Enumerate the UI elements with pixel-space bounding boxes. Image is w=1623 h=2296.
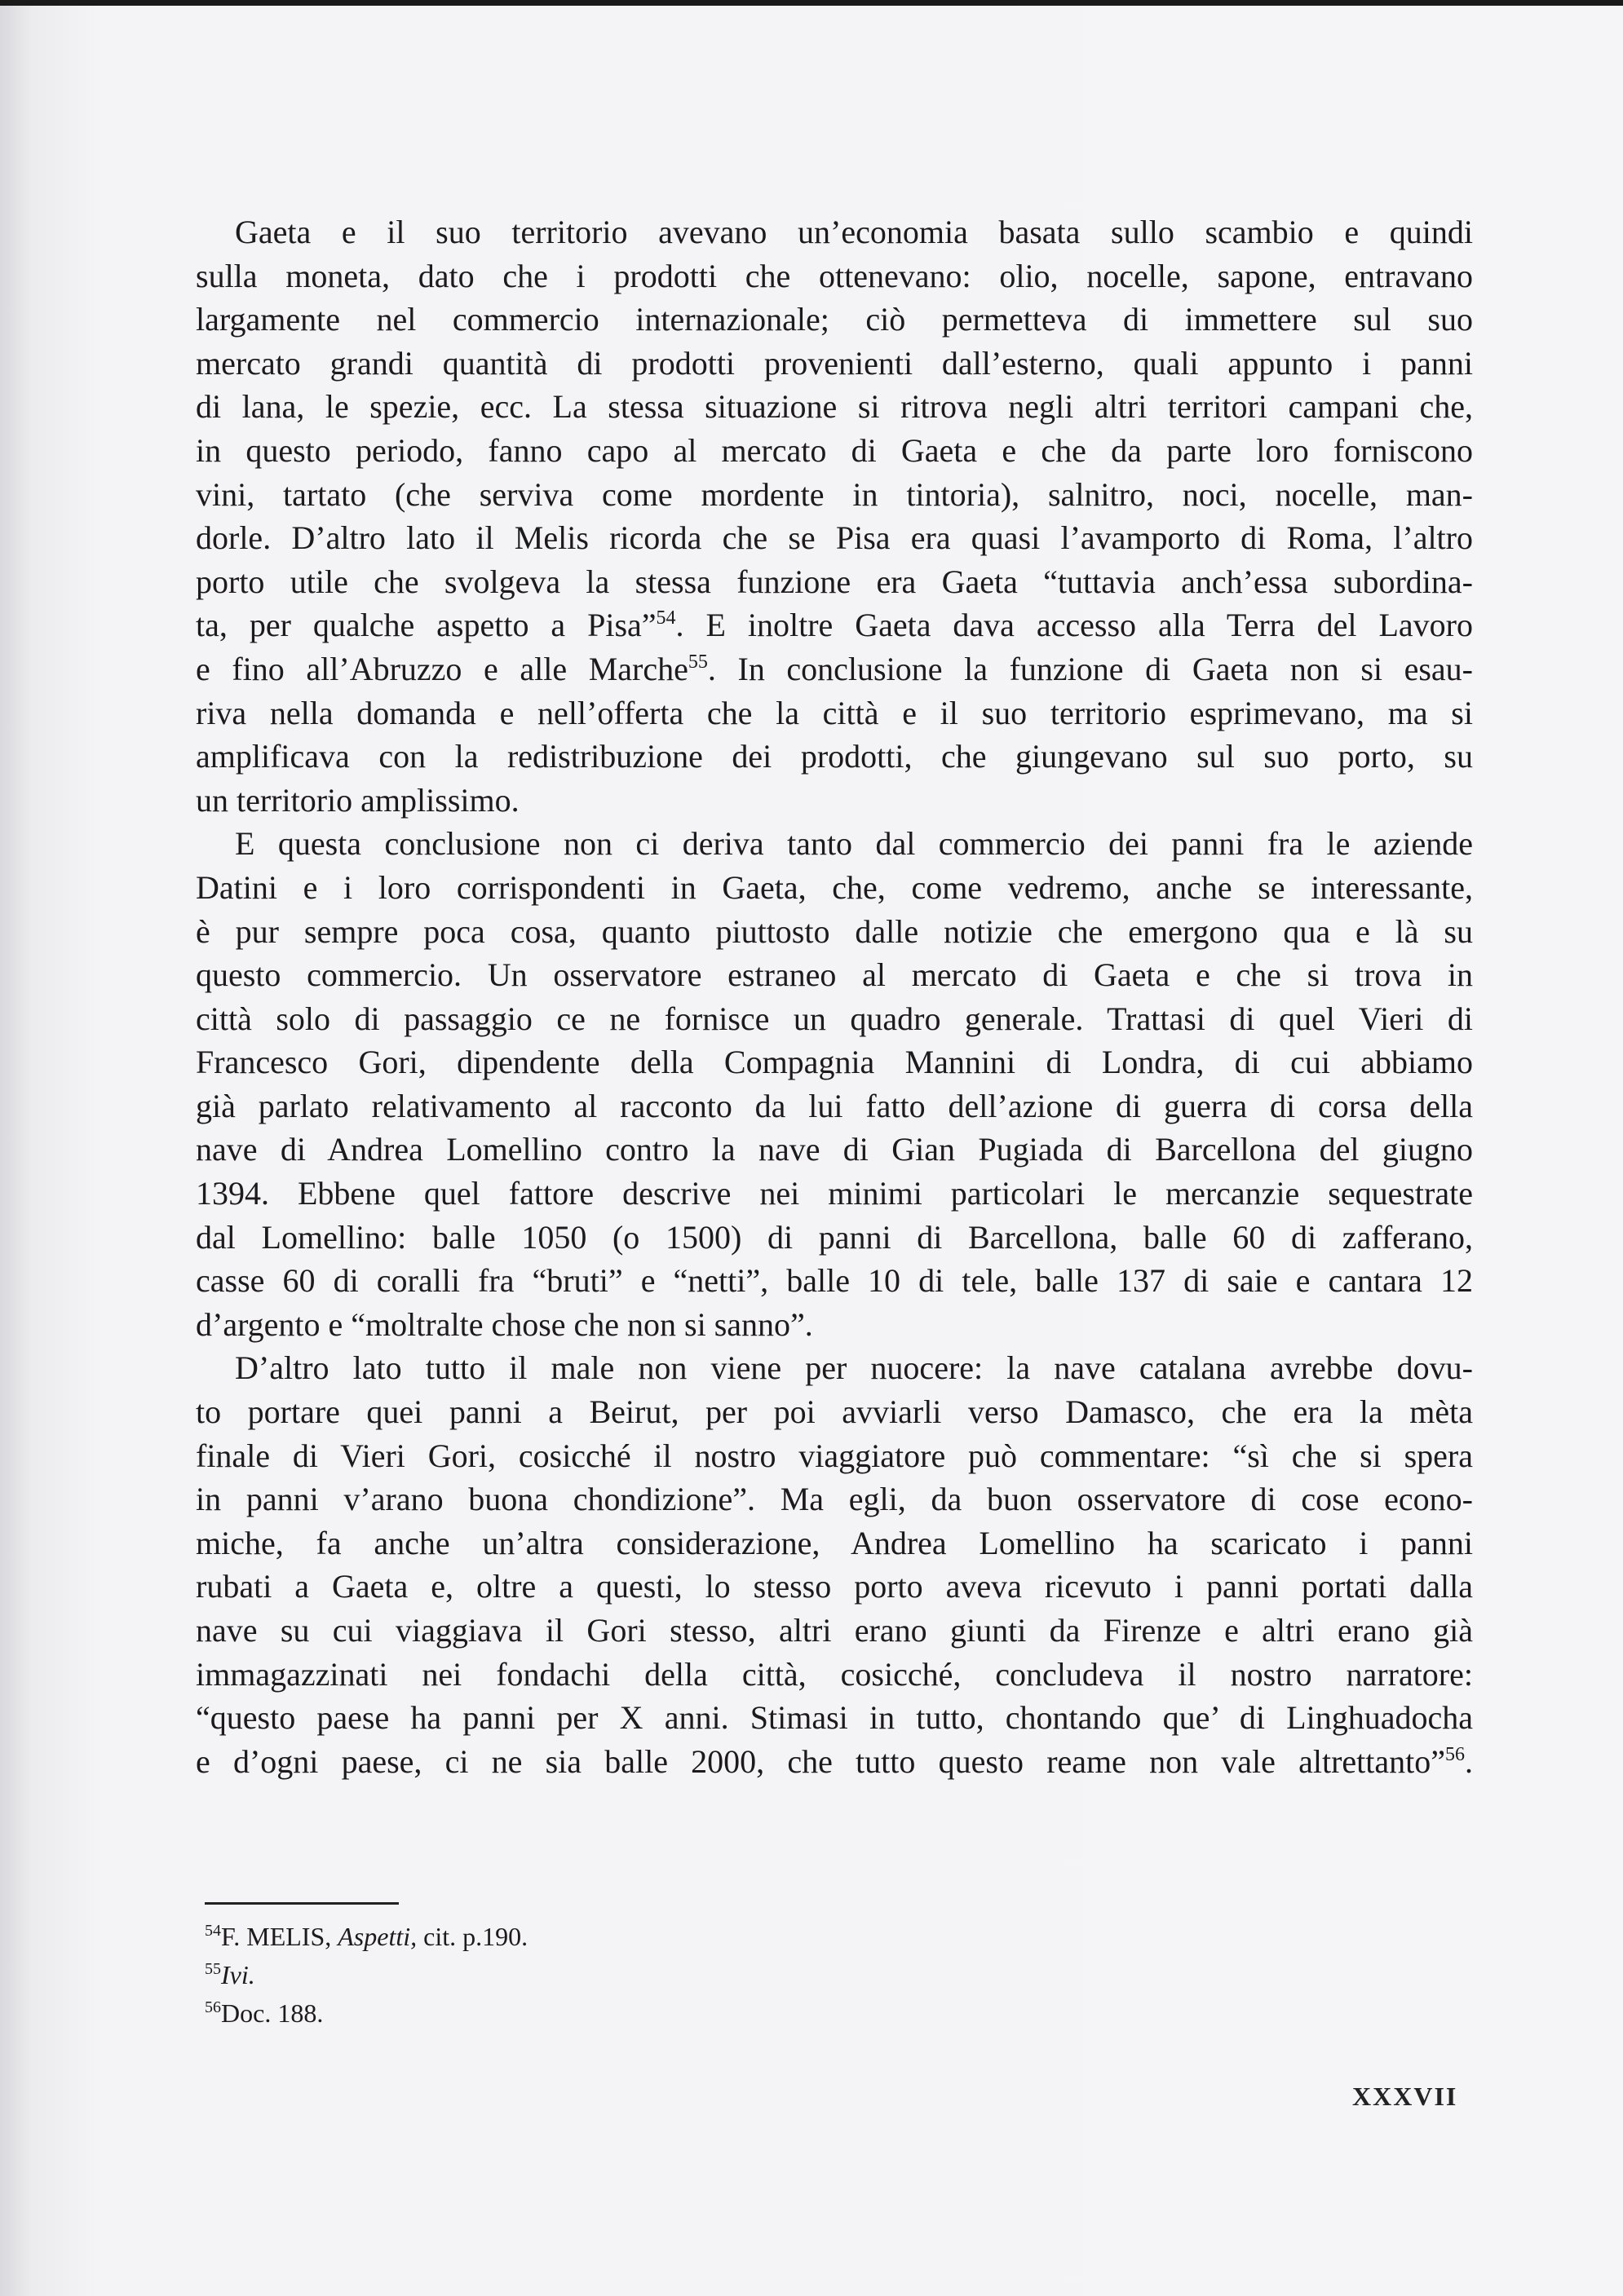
text-line (196, 1259, 1473, 1303)
footnote-number: 54 (205, 1922, 221, 1940)
text-line (196, 1653, 1473, 1697)
line-text: immagazzinati nei fondachi della città, cosicché, concludeva il nostro narratore: (196, 1655, 1473, 1693)
text-line (196, 1346, 1473, 1390)
line-text: vini, tartato (che serviva come mordente in tintoria), salnitro, noci, nocelle, man- (196, 475, 1473, 513)
text-line (196, 691, 1473, 735)
line-text: mercato grandi quantità di prodotti provenienti dall’esterno, quali appunto i panni (196, 344, 1473, 382)
text-line (196, 1172, 1473, 1216)
line-text: Gaeta e il suo territorio avevano un’economia basata sullo scambio e quindi (235, 214, 1473, 250)
text-line (196, 342, 1473, 386)
text-line (196, 603, 1473, 647)
footnote-text-end: cit. p.190. (417, 1922, 528, 1951)
text-line (196, 298, 1473, 342)
footnote-ref: 55 (688, 651, 708, 673)
footnotes (205, 1918, 528, 2033)
text-line (196, 822, 1473, 866)
footnote-ref: 54 (656, 607, 676, 629)
footnote (205, 1956, 528, 1994)
footnote-separator (205, 1902, 399, 1905)
line-text-continued: . In conclusione la funzione di Gaeta non si esau- (707, 650, 1473, 687)
line-text: casse 60 di coralli fra “bruti” e “netti”, balle 10 di tele, balle 137 di saie e cantara 12 (196, 1262, 1473, 1300)
line-text: dal Lomellino: balle 1050 (o 1500) di panni di Barcellona, balle 60 di zafferano, (196, 1218, 1473, 1256)
text-line (196, 473, 1473, 517)
line-text: di lana, le spezie, ecc. La stessa situazione si ritrova negli altri territori campani che, (196, 388, 1473, 426)
text-line (196, 910, 1473, 954)
text-line (196, 560, 1473, 604)
text-line (196, 1216, 1473, 1260)
line-text: amplificava con la redistribuzione dei prodotti, che giungevano sul suo porto, su (196, 738, 1473, 775)
text-line (196, 1084, 1473, 1128)
footnote-italic: Ivi. (221, 1960, 255, 1989)
line-text: largamente nel commercio internazionale; ciò permetteva di immettere sul suo (196, 301, 1473, 338)
text-line (196, 866, 1473, 910)
text-line (196, 1565, 1473, 1609)
text-line (196, 516, 1473, 560)
line-text: è pur sempre poca cosa, quanto piuttosto dalle notizie che emergono qua e là su (196, 912, 1473, 950)
line-text: in panni v’arano buona chondizione”. Ma egli, da buon osservatore di cose econo- (196, 1481, 1473, 1518)
line-text: “questo paese ha panni per X anni. Stimasi in tutto, chontando que’ di Linghuadocha (196, 1699, 1473, 1737)
page-number: XXXVII (1352, 2082, 1458, 2111)
footnote-text: Doc. 188. (221, 1998, 324, 2028)
line-text: questo commercio. Un osservatore estraneo al mercato di Gaeta e che si trova in (196, 956, 1473, 994)
line-text: ta, per qualche aspetto a Pisa” (196, 607, 657, 644)
line-text: un territorio amplissimo. (196, 781, 520, 819)
line-text: riva nella domanda e nell’offerta che la città e il suo territorio esprimevano, ma si (196, 694, 1473, 731)
line-text: Datini e i loro corrispondenti in Gaeta, che, come vedremo, anche se interessante, (196, 868, 1473, 906)
text-line (196, 1434, 1473, 1478)
text-line (196, 779, 1473, 823)
text-line (196, 429, 1473, 473)
text-line (196, 210, 1473, 254)
line-text-continued: . E inoltre Gaeta dava accesso alla Terra del Lavoro (675, 607, 1473, 644)
line-text: finale di Vieri Gori, cosicché il nostro viaggiatore può commentare: “sì che si spera (196, 1437, 1473, 1474)
line-text: 1394. Ebbene quel fattore descrive nei minimi particolari le mercanzie sequestrate (196, 1175, 1473, 1212)
line-text: to portare quei panni a Beirut, per poi avviarli verso Damasco, che era la mèta (196, 1393, 1473, 1431)
line-text: città solo di passaggio ce ne fornisce un quadro generale. Trattasi di quel Vieri di (196, 1000, 1473, 1037)
text-line (196, 1040, 1473, 1084)
line-text: Francesco Gori, dipendente della Compagnia Mannini di Londra, di cui abbiamo (196, 1044, 1473, 1081)
line-text: già parlato relativamento al racconto da lui fatto dell’azione di guerra di corsa della (196, 1087, 1473, 1124)
footnote (205, 1918, 528, 1956)
text-line (196, 953, 1473, 997)
text-line (196, 647, 1473, 691)
text-line (196, 735, 1473, 779)
text-line (196, 1696, 1473, 1740)
line-text: nave di Andrea Lomellino contro la nave di Gian Pugiada di Barcellona del giugno (196, 1131, 1473, 1168)
line-text: e fino all’Abruzzo e alle Marche (196, 650, 688, 687)
text-line (196, 1477, 1473, 1521)
footnote-text: F. MELIS, (221, 1922, 338, 1951)
line-text: dorle. D’altro lato il Melis ricorda che se Pisa era quasi l’avamporto di Roma, l’altro (196, 519, 1473, 557)
footnote-italic: Aspetti, (338, 1922, 418, 1951)
body-text (196, 210, 1473, 1783)
text-line (196, 1390, 1473, 1434)
text-line (196, 385, 1473, 429)
footnote-ref: 56 (1445, 1743, 1465, 1765)
text-line (196, 1609, 1473, 1653)
footnote-number: 55 (205, 1960, 221, 1978)
footnote (205, 1994, 528, 2033)
line-text: d’argento e “moltralte chose che non si sanno”. (196, 1305, 813, 1343)
text-line (196, 254, 1473, 298)
line-text: nave su cui viaggiava il Gori stesso, altri erano giunti da Firenze e altri erano già (196, 1612, 1473, 1649)
line-text: rubati a Gaeta e, oltre a questi, lo stesso porto aveva ricevuto i panni portati dalla (196, 1568, 1473, 1605)
line-text-continued: . (1465, 1742, 1473, 1780)
line-text: in questo periodo, fanno capo al mercato di Gaeta e che da parte loro forniscono (196, 431, 1473, 469)
line-text: e d’ogni paese, ci ne sia balle 2000, che tutto questo reame non vale altrettanto” (196, 1742, 1445, 1780)
line-text: E questa conclusione non ci deriva tanto dal commercio dei panni fra le aziende (235, 825, 1473, 863)
line-text: D’altro lato tutto il male non viene per nuocere: la nave catalana avrebbe dovu- (235, 1349, 1473, 1387)
text-line (196, 1740, 1473, 1784)
line-text: porto utile che svolgeva la stessa funzione era Gaeta “tuttavia anch’essa subordina- (196, 563, 1473, 600)
text-line (196, 997, 1473, 1041)
footnote-number: 56 (205, 1998, 221, 2016)
text-line (196, 1128, 1473, 1172)
text-line (196, 1521, 1473, 1565)
scan-top-edge (0, 0, 1623, 6)
text-line (196, 1303, 1473, 1347)
line-text: sulla moneta, dato che i prodotti che ottenevano: olio, nocelle, sapone, entravano (196, 257, 1473, 294)
line-text: miche, fa anche un’altra considerazione, Andrea Lomellino ha scaricato i panni (196, 1524, 1473, 1561)
